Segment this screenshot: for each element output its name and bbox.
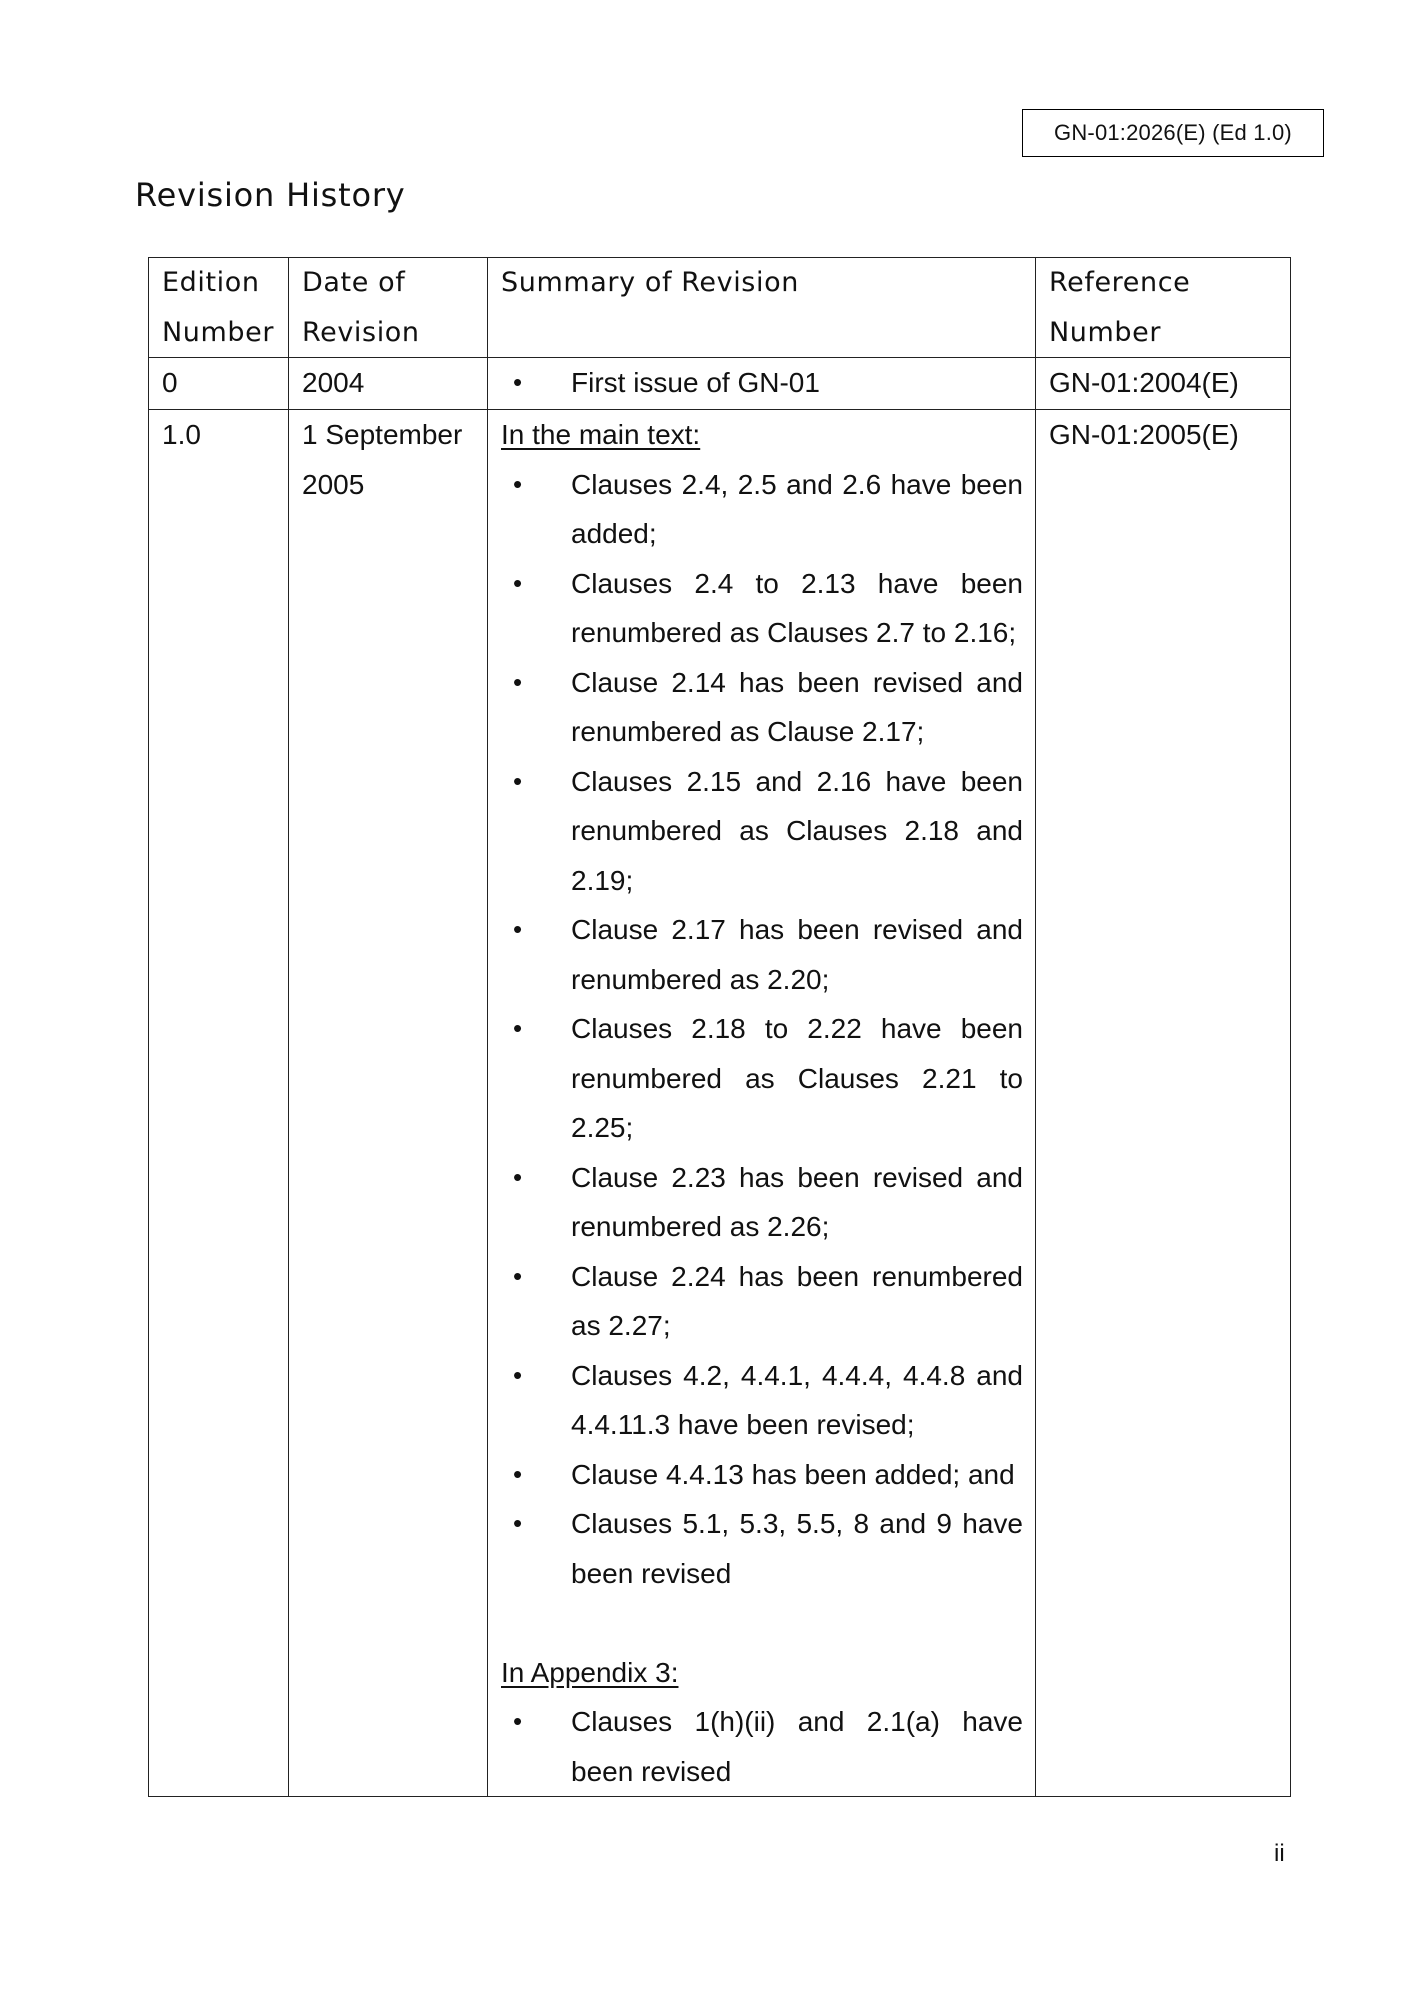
date-cell: 2004 (289, 358, 488, 410)
header-edition-number: Edition Number (149, 258, 289, 358)
main-text-list (501, 460, 1023, 1599)
list-item: • Clauses 2.15 and 2.16 have been renumbered as Clauses 2.18 and 2.19; (501, 757, 1023, 906)
document-reference-box (1022, 109, 1324, 157)
revision-history-table (148, 257, 1291, 1797)
edition-cell: 1.0 (149, 410, 289, 1797)
main-text-label: In the main text: (501, 419, 701, 450)
summary-cell (488, 358, 1036, 410)
bullet-icon: • (513, 765, 523, 796)
list-item: • Clauses 2.18 to 2.22 have been renumbered as Clauses 2.21 to 2.25; (501, 1004, 1023, 1153)
bullet-icon: • (513, 1508, 523, 1538)
bullet-icon: • (513, 468, 523, 499)
table-row (149, 358, 1291, 410)
bullet-icon: • (513, 1706, 523, 1736)
bullet-icon: • (513, 914, 523, 944)
bullet-icon: • (513, 367, 523, 397)
bullet-icon: • (513, 1161, 523, 1192)
reference-cell: GN-01:2004(E) (1036, 358, 1291, 410)
header-reference-number: Reference Number (1036, 258, 1291, 358)
bullet-icon: • (513, 1458, 523, 1489)
list-item: • Clauses 4.2, 4.4.1, 4.4.4, 4.4.8 and 4.4.11.3 have been revised; (501, 1351, 1023, 1450)
header-summary-of-revision: Summary of Revision (488, 258, 1036, 358)
summary-list (501, 358, 1023, 408)
list-item: • Clauses 5.1, 5.3, 5.5, 8 and 9 have been revised (501, 1499, 1023, 1598)
list-item: • Clause 2.14 has been revised and renumbered as Clause 2.17; (501, 658, 1023, 757)
bullet-icon: • (513, 567, 523, 598)
list-item: • Clause 2.17 has been revised and renumbered as 2.20; (501, 905, 1023, 1004)
list-item: • First issue of GN-01 (501, 358, 1023, 408)
list-item: • Clauses 2.4, 2.5 and 2.6 have been added; (501, 460, 1023, 559)
list-item: • Clause 4.4.13 has been added; and (501, 1450, 1023, 1500)
table-header-row (149, 258, 1291, 358)
bullet-icon: • (513, 1359, 523, 1390)
summary-cell (488, 410, 1036, 1797)
list-item: • Clauses 2.4 to 2.13 have been renumbered as Clauses 2.7 to 2.16; (501, 559, 1023, 658)
list-item: • Clauses 1(h)(ii) and 2.1(a) have been revised (501, 1697, 1023, 1796)
bullet-icon: • (513, 666, 523, 697)
page-title: Revision History (135, 176, 406, 214)
list-item: • Clause 2.23 has been revised and renumbered as 2.26; (501, 1153, 1023, 1252)
bullet-icon: • (513, 1013, 523, 1043)
document-reference: GN-01:2026(E) (Ed 1.0) (1054, 120, 1292, 145)
spacer (501, 1598, 1023, 1648)
reference-cell: GN-01:2005(E) (1036, 410, 1291, 1797)
header-date-of-revision: Date of Revision (289, 258, 488, 358)
appendix-label: In Appendix 3: (501, 1656, 679, 1688)
bullet-icon: • (513, 1260, 523, 1291)
list-item: • Clause 2.24 has been renumbered as 2.27; (501, 1252, 1023, 1351)
edition-cell: 0 (149, 358, 289, 410)
page-number: ii (1274, 1840, 1285, 1867)
appendix-list (501, 1697, 1023, 1796)
table-row (149, 410, 1291, 1797)
date-cell: 1 September 2005 (289, 410, 488, 1797)
